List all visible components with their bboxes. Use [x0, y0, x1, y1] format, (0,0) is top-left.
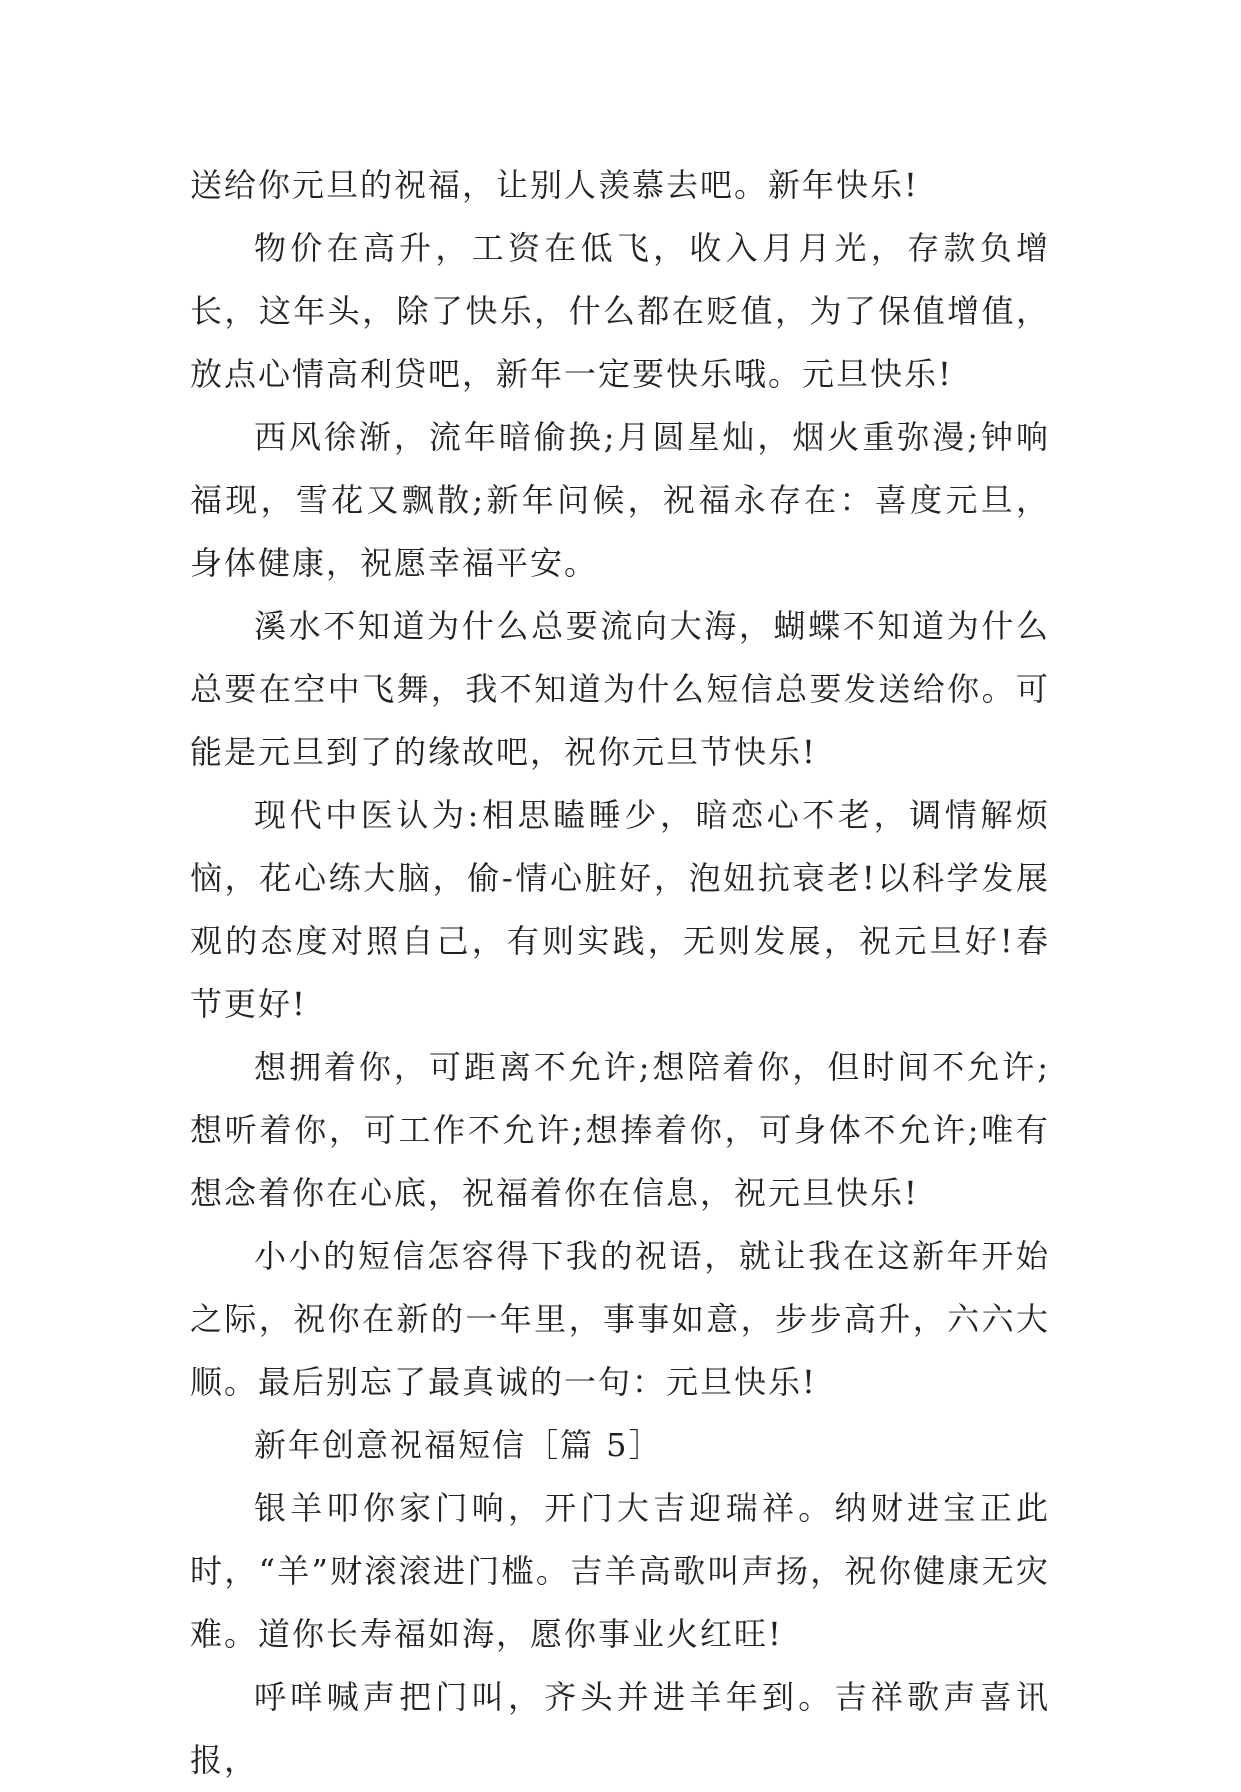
paragraph: 银羊叩你家门响，开门大吉迎瑞祥。纳财进宝正此时，“羊”财滚滚进门槛。吉羊高歌叫声扬，祝你健康无灾难。道你长寿福如海，愿你事业火红旺!	[190, 1489, 1050, 1653]
paragraph: 小小的短信怎容得下我的祝语，就让我在这新年开始之际，祝你在新的一年里，事事如意，步步高升，六六大顺。最后别忘了最真诚的一句：元旦快乐!	[190, 1237, 1050, 1401]
paragraph: 送给你元旦的祝福，让别人羡慕去吧。新年快乐!	[190, 166, 919, 204]
section-heading: 新年创意祝福短信［篇 5］	[254, 1426, 663, 1464]
paragraph: 溪水不知道为什么总要流向大海，蝴蝶不知道为什么总要在空中飞舞，我不知道为什么短信总要发送给你。可能是元旦到了的缘故吧，祝你元旦节快乐!	[190, 607, 1050, 771]
paragraph: 想拥着你，可距离不允许;想陪着你，但时间不允许;想听着你，可工作不允许;想捧着你，可身体不允许;唯有想念着你在心底，祝福着你在信息，祝元旦快乐!	[190, 1048, 1050, 1212]
paragraph: 物价在高升，工资在低飞，收入月月光，存款负增长，这年头，除了快乐，什么都在贬值，为了保值增值，放点心情高利贷吧，新年一定要快乐哦。元旦快乐!	[190, 229, 1050, 393]
paragraph: 西风徐渐，流年暗偷换;月圆星灿，烟火重弥漫;钟响福现，雪花又飘散;新年问候，祝福永存在：喜度元旦，身体健康，祝愿幸福平安。	[190, 418, 1050, 582]
paragraph: 现代中医认为:相思瞌睡少，暗恋心不老，调情解烦恼，花心练大脑，偷-情心脏好，泡妞抗衰老!以科学发展观的态度对照自己，有则实践，无则发展，祝元旦好!春节更好!	[190, 796, 1050, 1023]
paragraph: 呼咩喊声把门叫，齐头并进羊年到。吉祥歌声喜讯报，	[190, 1678, 1050, 1779]
document-body	[190, 154, 1050, 1792]
